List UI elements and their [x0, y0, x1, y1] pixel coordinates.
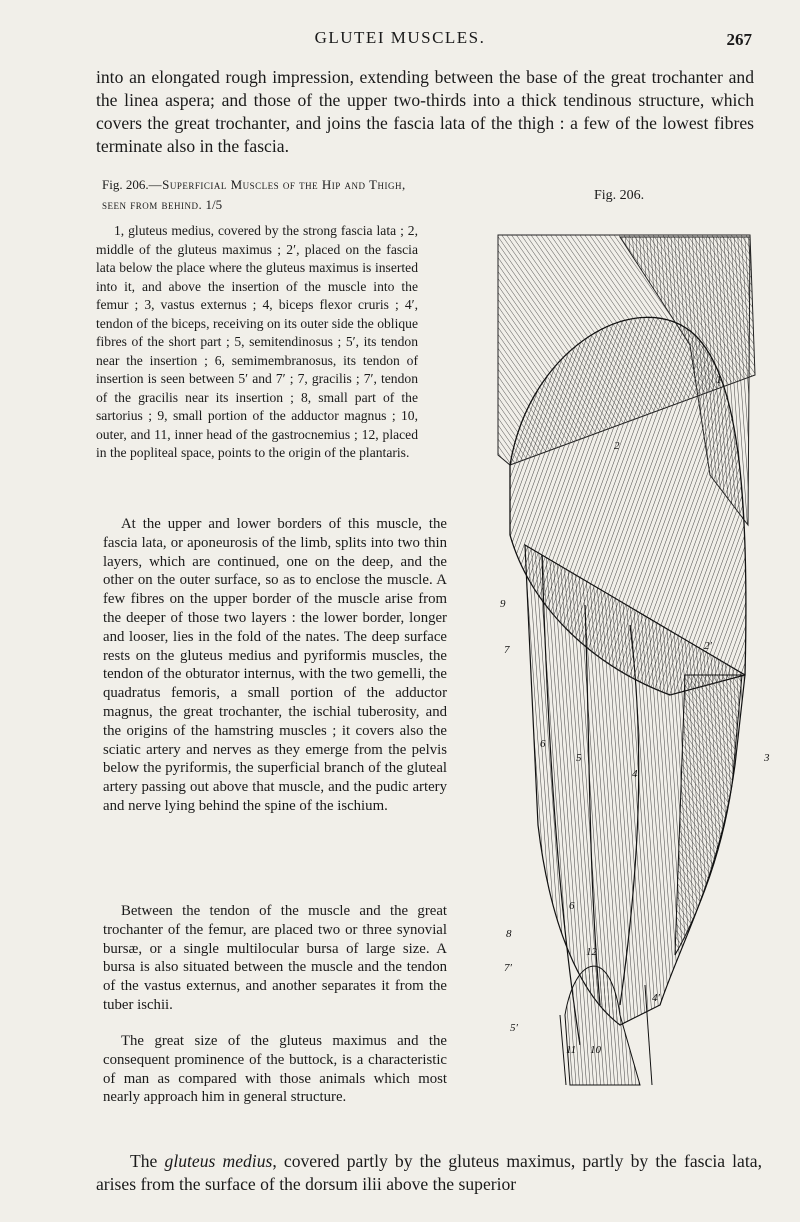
bottom-paragraph-lead: The [130, 1151, 165, 1171]
figure-caption-number: Fig. 206. [102, 177, 149, 192]
figure-label: 5′ [510, 1022, 518, 1034]
figure-label: 11 [566, 1044, 577, 1056]
column-paragraph-text: Between the tendon of the muscle and the great trochanter of the femur, are placed two or three synovial bursæ, or a single multilocular bursa of large size. A bursa is also situated between the muscle and the tendon of the vastus externus, and another separates it from the tuber ischii. [103, 903, 447, 1013]
figure-caption-text: —Superficial Muscles of the Hip and Thigh, seen from behind. [102, 177, 406, 212]
top-paragraph: into an elongated rough impression, extending between the base of the great trochanter and the linea aspera; and those of the upper two-thirds into a thick tendinous structure, which covers the great trochanter, and joins the fascia lata of the thigh : a few of the lowest fibres terminate also in the fascia. [96, 67, 754, 156]
figure-caption-title [102, 175, 422, 215]
figure-label: 12 [586, 946, 597, 958]
column-paragraph-3 [103, 1032, 447, 1107]
bottom-paragraph [96, 1150, 762, 1196]
figure-label: 2′ [704, 640, 712, 652]
figure-label: 3 [764, 752, 770, 764]
figure-label: 7 [504, 644, 510, 656]
column-paragraph-2 [103, 902, 447, 1015]
column-paragraph-text: The great size of the gluteus maximus and the consequent prominence of the buttock, is a characteristic of man as compared with those animals which most nearly approach him in general structure. [103, 1033, 447, 1106]
figure-label: 10 [590, 1044, 601, 1056]
figure-label: 5 [576, 752, 582, 764]
figure-side-label: Fig. 206. [594, 188, 645, 203]
figure-caption-scale: 1/5 [205, 197, 223, 212]
bottom-paragraph-rest: , covered partly by the gluteus maximus, partly by the fascia lata, arises from the surface of the dorsum ilii above the superior [96, 1151, 762, 1194]
column-paragraph-text: At the upper and lower borders of this muscle, the fascia lata, or aponeurosis of the limb, splits into two thin layers, which are continued, one on the deep, and the other on the outer surface, so as to enclose the muscle. A few fibres on the upper border of the muscle arise from the deeper of those two layers : the lower border, longer and looser, lies in the fold of the nates. The deep surface rests on the gluteus medius and pyriformis muscles, the tendon of the obturator internus, with the two gemelli, the quadratus femoris, a small portion of the adductor magnus, the great trochanter, the ischial tuberosity, and the origins of the hamstring muscles ; it covers also the sciatic artery and nerves as they emerge from the pelvis below the pyriformis, the superficial branch of the gluteal artery passing out above that muscle, and the pudic artery and nerve lying behind the spine of the ischium. [103, 516, 447, 814]
figure-label: 1 [716, 374, 722, 386]
figure-label: 4 [632, 768, 638, 780]
page-number: 267 [726, 30, 752, 49]
hip-thigh-muscle-illustration [470, 225, 770, 1095]
column-paragraph-1 [103, 515, 447, 816]
figure-label: 4′ [652, 992, 660, 1004]
figure-label: 2 [614, 440, 620, 452]
gluteus-medius-term: gluteus medius [164, 1151, 273, 1171]
figure-label: 9 [500, 598, 506, 610]
running-title: GLUTEI MUSCLES. [314, 28, 486, 47]
figure-label: 6 [569, 900, 575, 912]
vastus-externus [675, 675, 742, 955]
figure-label: 8 [506, 928, 512, 940]
figure-label: 6 [540, 738, 546, 750]
figure-legend: 1, gluteus medius, covered by the strong fascia lata ; 2, middle of the gluteus maximus ; 2′, placed on the fascia lata below the place where the gluteus maximus is inserted into it, and above the insertion of the muscle into the femur ; 3, vastus externus ; 4, biceps flexor cruris ; 4′, tendon of the biceps, receiving on its outer side the oblique fibres of the short part ; 5, semitendinosus ; 5′, its tendon near the insertion ; 6, semimembranosus, its tendon of insertion is seen between 5′ and 7′ ; 7, gracilis ; 7′, tendon of the gracilis near its insertion ; 8, small part of the sartorius ; 9, small portion of the adductor magnus ; 10, outer, and 11, inner head of the gastrocnemius ; 12, placed in the popliteal space, points to the origin of the plantaris. [96, 223, 418, 460]
figure-label: 7′ [504, 962, 512, 974]
